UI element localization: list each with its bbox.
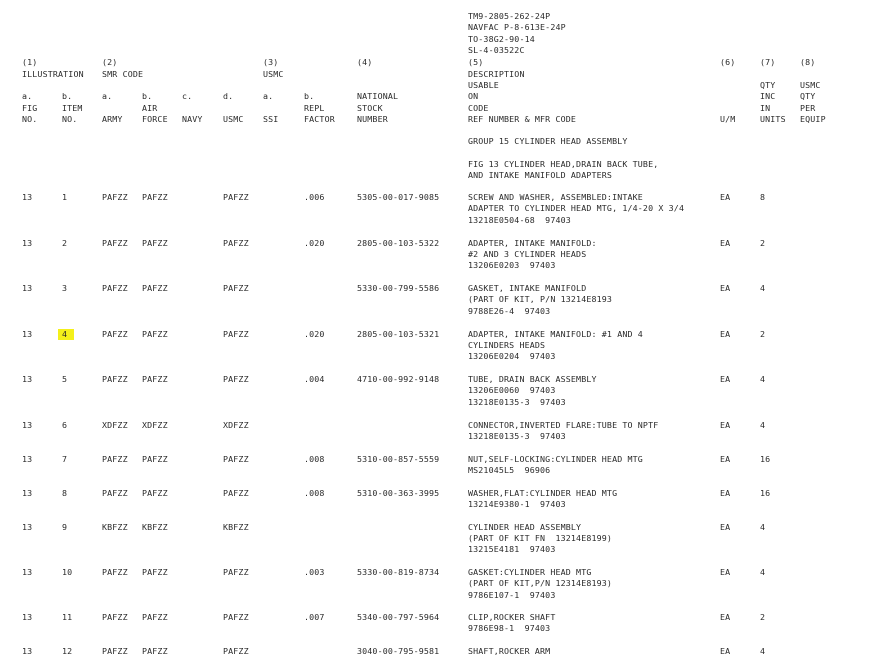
column-header-c3: SSI <box>263 113 279 124</box>
row-nsn: 5310-00-857-5559 <box>357 453 440 464</box>
column-header-c3b: b. <box>304 91 315 101</box>
column-header-c2d: d. <box>223 91 234 101</box>
row-fig: 13 <box>22 453 33 464</box>
row-description: 13215E4181 97403 <box>468 544 556 555</box>
column-header-c2: (2) <box>102 57 118 67</box>
row-usmc: PAFZZ <box>223 612 249 622</box>
row-af: PAFZZ <box>142 192 168 202</box>
column-header-c7: UNITS <box>760 113 786 124</box>
row-item: 8 <box>62 487 68 498</box>
column-header-c8: (8) <box>800 57 816 67</box>
row-nsn: 2805-00-103-5321 <box>357 328 440 339</box>
figure-title: FIG 13 CYLINDER HEAD,DRAIN BACK TUBE, <box>468 159 659 169</box>
row-fig: 13 <box>22 646 33 656</box>
row-army: PAFZZ <box>102 487 128 498</box>
row-description: CYLINDER HEAD ASSEMBLY <box>468 521 582 532</box>
column-header-c5: REF NUMBER & MFR CODE <box>468 113 577 124</box>
row-repl: .008 <box>304 453 325 464</box>
column-header-c5: (5) <box>468 57 484 67</box>
row-af: PAFZZ <box>142 567 168 577</box>
row-description: ADAPTER, INTAKE MANIFOLD: #1 AND 4 <box>468 328 643 339</box>
row-army: PAFZZ <box>102 374 128 384</box>
row-description: 13206E0204 97403 <box>468 351 556 362</box>
row-nsn: 5330-00-819-8734 <box>357 567 440 577</box>
column-header-c2c: NAVY <box>182 113 203 124</box>
column-header-c1: (1) <box>22 57 38 67</box>
column-header-c4: STOCK <box>357 102 383 113</box>
column-header-c1: NO. <box>22 113 38 124</box>
row-qty: 16 <box>760 453 771 464</box>
row-af: PAFZZ <box>142 283 168 293</box>
row-fig: 13 <box>22 192 33 202</box>
row-nsn: 2805-00-103-5322 <box>357 237 440 248</box>
row-fig: 13 <box>22 374 33 384</box>
row-nsn: 5305-00-017-9085 <box>357 192 440 202</box>
column-header-c2b: b. <box>142 91 153 101</box>
row-item: 10 <box>62 567 73 577</box>
column-header-c3b: FACTOR <box>304 113 335 124</box>
row-description: (PART OF KIT,P/N 12314E8193) <box>468 578 613 589</box>
column-header-c1b: ITEM <box>62 102 83 113</box>
row-description: 13218E0135-3 97403 <box>468 430 566 441</box>
figure-title: AND INTAKE MANIFOLD ADAPTERS <box>468 170 613 181</box>
row-description: 9786E107-1 97403 <box>468 589 556 600</box>
column-header-c3b: REPL <box>304 102 325 113</box>
row-um: EA <box>720 328 731 339</box>
row-af: PAFZZ <box>142 237 168 248</box>
row-item: 2 <box>62 237 68 248</box>
row-description: NUT,SELF-LOCKING:CYLINDER HEAD MTG <box>468 453 643 464</box>
row-qty: 4 <box>760 567 766 577</box>
column-header-c8: EQUIP <box>800 113 826 124</box>
row-um: EA <box>720 374 731 384</box>
column-header-c5: ON <box>468 91 479 101</box>
row-description: SCREW AND WASHER, ASSEMBLED:INTAKE <box>468 192 643 202</box>
doc-id: TO-38G2-90-14 <box>468 33 535 44</box>
row-army: PAFZZ <box>102 192 128 202</box>
row-um: EA <box>720 237 731 248</box>
row-fig: 13 <box>22 487 33 498</box>
column-header-c1b: NO. <box>62 113 78 124</box>
column-header-c6: U/M <box>720 113 736 124</box>
column-header-c7: IN <box>760 102 771 113</box>
row-repl: .004 <box>304 374 325 384</box>
row-usmc: PAFZZ <box>223 567 249 577</box>
row-description: CONNECTOR,INVERTED FLARE:TUBE TO NPTF <box>468 419 659 430</box>
row-army: KBFZZ <box>102 521 128 532</box>
row-army: PAFZZ <box>102 328 128 339</box>
row-usmc: PAFZZ <box>223 487 249 498</box>
row-description: GASKET:CYLINDER HEAD MTG <box>468 567 592 577</box>
row-description: 9788E26-4 97403 <box>468 305 551 316</box>
row-usmc: PAFZZ <box>223 237 249 248</box>
column-header-c8: QTY <box>800 91 816 101</box>
row-nsn: 3040-00-795-9581 <box>357 646 440 656</box>
row-description: MS21045L5 96906 <box>468 464 551 475</box>
row-nsn: 5330-00-799-5586 <box>357 283 440 293</box>
row-repl: .003 <box>304 567 325 577</box>
row-description: ADAPTER TO CYLINDER HEAD MTG, 1/4-20 X 3/4 <box>468 203 685 214</box>
row-usmc: PAFZZ <box>223 453 249 464</box>
row-um: EA <box>720 612 731 622</box>
row-af: PAFZZ <box>142 328 168 339</box>
row-repl: .020 <box>304 328 325 339</box>
row-description: 9786E98-1 97403 <box>468 623 551 634</box>
row-fig: 13 <box>22 419 33 430</box>
row-um: EA <box>720 419 731 430</box>
row-item: 11 <box>62 612 73 622</box>
column-header-c6: (6) <box>720 57 736 67</box>
row-nsn: 4710-00-992-9148 <box>357 374 440 384</box>
column-header-c3: a. <box>263 91 274 101</box>
row-army: XDFZZ <box>102 419 128 430</box>
row-qty: 4 <box>760 521 766 532</box>
column-header-c5: USABLE <box>468 79 499 90</box>
column-header-c2: SMR CODE <box>102 68 144 79</box>
column-header-c1: FIG <box>22 102 38 113</box>
row-um: EA <box>720 646 731 656</box>
row-army: PAFZZ <box>102 237 128 248</box>
row-af: PAFZZ <box>142 646 168 656</box>
row-description: #2 AND 3 CYLINDER HEADS <box>468 248 587 259</box>
column-header-c1: ILLUSTRATION <box>22 68 84 79</box>
doc-id: SL-4-03522C <box>468 44 525 55</box>
column-header-c2b: AIR <box>142 102 158 113</box>
row-description: CYLINDERS HEADS <box>468 339 546 350</box>
row-army: PAFZZ <box>102 567 128 577</box>
group-title: GROUP 15 CYLINDER HEAD ASSEMBLY <box>468 136 628 146</box>
row-army: PAFZZ <box>102 283 128 293</box>
row-item: 5 <box>62 374 68 384</box>
row-item: 9 <box>62 521 68 532</box>
row-fig: 13 <box>22 283 33 293</box>
row-um: EA <box>720 453 731 464</box>
row-nsn: 5310-00-363-3995 <box>357 487 440 498</box>
column-header-c4: (4) <box>357 57 373 67</box>
row-um: EA <box>720 567 731 577</box>
column-header-c1: a. <box>22 91 33 101</box>
row-description: SHAFT,ROCKER ARM <box>468 646 551 656</box>
column-header-c1b: b. <box>62 91 73 101</box>
row-usmc: PAFZZ <box>223 328 249 339</box>
column-header-c2: a. <box>102 91 113 101</box>
column-header-c5: DESCRIPTION <box>468 68 525 79</box>
row-item: 4 <box>58 329 74 340</box>
row-qty: 2 <box>760 237 766 248</box>
row-usmc: XDFZZ <box>223 419 249 430</box>
row-um: EA <box>720 521 731 532</box>
row-qty: 8 <box>760 192 766 202</box>
row-description: 13206E0203 97403 <box>468 260 556 271</box>
doc-id: NAVFAC P-8-613E-24P <box>468 22 566 33</box>
row-description: (PART OF KIT FN 13214E8199) <box>468 532 613 543</box>
row-fig: 13 <box>22 237 33 248</box>
column-header-c4: NUMBER <box>357 113 388 124</box>
row-usmc: PAFZZ <box>223 192 249 202</box>
row-description: TUBE, DRAIN BACK ASSEMBLY <box>468 374 597 384</box>
row-description: (PART OF KIT, P/N 13214E8193 <box>468 294 613 305</box>
row-description: 13218E0504-68 97403 <box>468 214 571 225</box>
row-army: PAFZZ <box>102 612 128 622</box>
row-item: 7 <box>62 453 68 464</box>
row-um: EA <box>720 487 731 498</box>
row-item: 3 <box>62 283 68 293</box>
column-header-c2b: FORCE <box>142 113 168 124</box>
row-description: WASHER,FLAT:CYLINDER HEAD MTG <box>468 487 618 498</box>
row-nsn: 5340-00-797-5964 <box>357 612 440 622</box>
column-header-c5: CODE <box>468 102 489 113</box>
column-header-c7: (7) <box>760 57 776 67</box>
column-header-c2c: c. <box>182 91 193 101</box>
column-header-c3: USMC <box>263 68 284 79</box>
row-um: EA <box>720 192 731 202</box>
row-usmc: PAFZZ <box>223 374 249 384</box>
row-description: ADAPTER, INTAKE MANIFOLD: <box>468 237 597 248</box>
row-fig: 13 <box>22 328 33 339</box>
row-usmc: PAFZZ <box>223 283 249 293</box>
row-af: PAFZZ <box>142 374 168 384</box>
row-fig: 13 <box>22 612 33 622</box>
row-fig: 13 <box>22 521 33 532</box>
row-item: 6 <box>62 419 68 430</box>
doc-id: TM9-2805-262-24P <box>468 11 551 21</box>
row-af: PAFZZ <box>142 487 168 498</box>
row-qty: 4 <box>760 374 766 384</box>
row-repl: .008 <box>304 487 325 498</box>
row-qty: 2 <box>760 328 766 339</box>
row-qty: 4 <box>760 646 766 656</box>
column-header-c2d: USMC <box>223 113 244 124</box>
row-repl: .006 <box>304 192 325 202</box>
row-repl: .007 <box>304 612 325 622</box>
row-description: 13214E9380-1 97403 <box>468 498 566 509</box>
row-um: EA <box>720 283 731 293</box>
row-item: 12 <box>62 646 73 656</box>
row-fig: 13 <box>22 567 33 577</box>
row-af: XDFZZ <box>142 419 168 430</box>
row-army: PAFZZ <box>102 453 128 464</box>
column-header-c2: ARMY <box>102 113 123 124</box>
row-description: 13206E0060 97403 <box>468 385 556 396</box>
row-af: KBFZZ <box>142 521 168 532</box>
row-description: GASKET, INTAKE MANIFOLD <box>468 283 587 293</box>
row-qty: 16 <box>760 487 771 498</box>
row-usmc: PAFZZ <box>223 646 249 656</box>
row-repl: .020 <box>304 237 325 248</box>
column-header-c4: NATIONAL <box>357 91 399 101</box>
row-description: CLIP,ROCKER SHAFT <box>468 612 556 622</box>
row-qty: 4 <box>760 283 766 293</box>
row-army: PAFZZ <box>102 646 128 656</box>
column-header-c7: INC <box>760 91 776 101</box>
row-description: 13218E0135-3 97403 <box>468 396 566 407</box>
row-item: 1 <box>62 192 68 202</box>
column-header-c8: PER <box>800 102 816 113</box>
row-af: PAFZZ <box>142 612 168 622</box>
column-header-c8: USMC <box>800 79 821 90</box>
row-af: PAFZZ <box>142 453 168 464</box>
column-header-c7: QTY <box>760 79 776 90</box>
row-qty: 4 <box>760 419 766 430</box>
row-usmc: KBFZZ <box>223 521 249 532</box>
column-header-c3: (3) <box>263 57 279 67</box>
row-qty: 2 <box>760 612 766 622</box>
